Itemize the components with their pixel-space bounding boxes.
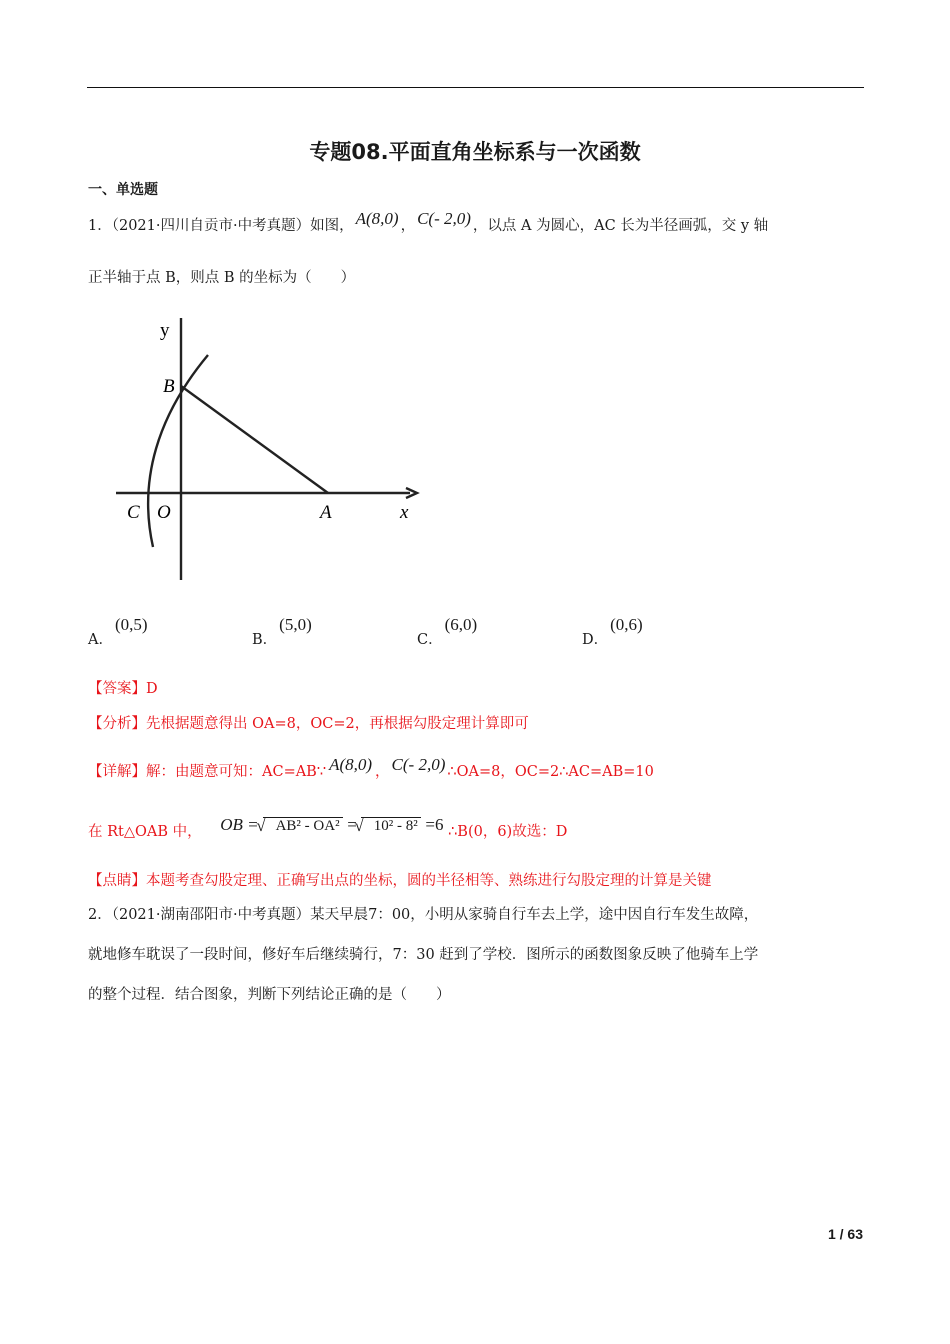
formula-root1-text: AB² - OA² <box>275 818 340 834</box>
label-a: A <box>320 502 332 523</box>
formula-root1: √ AB² - OA² <box>263 817 342 834</box>
section-heading: 一、单选题 <box>88 182 158 198</box>
option-b-letter: B． <box>252 632 278 648</box>
header-rule <box>87 87 864 88</box>
detail-text-a: 解：由题意可知：AC=AB∵ <box>146 764 327 780</box>
q1-source: （2021·四川自贡市·中考真题）如图， <box>111 218 354 234</box>
formula-result: =6 <box>425 815 444 834</box>
answer-value: D <box>146 681 158 697</box>
rt-line <box>88 815 568 841</box>
q1-rest: ，以点 A 为圆心，AC 长为半径画弧，交 y 轴 <box>472 218 769 234</box>
answer-line <box>88 677 158 698</box>
detail-comma: ， <box>375 764 390 780</box>
q1-point-c: C(- 2,0) <box>417 209 471 228</box>
option-c-letter: C． <box>417 632 443 648</box>
detail-tag: 【详解】 <box>88 764 146 780</box>
option-a-value: (0,5) <box>114 615 148 634</box>
comment-line <box>88 869 712 890</box>
formula-ob: OB = <box>220 815 259 834</box>
comment-tag: 【点睛】 <box>88 873 146 889</box>
formula-root2-text: 10² - 8² <box>373 818 418 834</box>
q1-point-a: A(8,0) <box>355 209 399 228</box>
page-title: 专题08.平面直角坐标系与一次函数 <box>309 140 641 164</box>
option-a[interactable] <box>88 614 148 648</box>
rt-suffix: ∴B(0，6)故选：D <box>448 824 568 840</box>
option-c-value: (6,0) <box>444 615 478 634</box>
option-d-value: (0,6) <box>610 615 643 634</box>
option-c[interactable] <box>417 614 478 648</box>
answer-tag: 【答案】 <box>88 681 146 697</box>
q1-line1 <box>88 209 769 235</box>
option-a-letter: A． <box>88 632 113 648</box>
analysis-text: 先根据题意得出 OA=8，OC=2，再根据勾股定理计算即可 <box>146 716 529 732</box>
option-d-letter: D． <box>582 632 609 648</box>
q1-figure <box>100 310 430 590</box>
label-b: B <box>163 376 175 397</box>
detail-point-a: A(8,0) <box>329 755 373 774</box>
detail-point-c: C(- 2,0) <box>391 755 446 774</box>
formula-eq: = <box>347 815 357 834</box>
q2-line2: 就地修车耽误了一段时间，修好车后继续骑行，7：30 赶到了学校．图所示的函数图象反映了他骑车上学 <box>88 947 759 963</box>
q1-line2: 正半轴于点 B，则点 B 的坐标为（ ） <box>88 270 356 286</box>
segment-ab <box>181 386 328 493</box>
label-c: C <box>127 502 140 523</box>
option-d[interactable] <box>582 614 643 648</box>
option-b-value: (5,0) <box>279 615 312 634</box>
comment-text: 本题考查勾股定理、正确写出点的坐标，圆的半径相等、熟练进行勾股定理的计算是关键 <box>146 873 712 889</box>
rt-prefix: 在 Rt△OAB 中， <box>88 824 202 840</box>
page-number: 1 / 63 <box>827 1226 863 1242</box>
y-axis-label: y <box>160 320 170 341</box>
q2-line3: 的整个过程．结合图象，判断下列结论正确的是（ ） <box>88 987 451 1003</box>
option-b[interactable] <box>252 614 312 648</box>
label-o: O <box>157 502 171 523</box>
q2-line1: 2．（2021·湖南邵阳市·中考真题）某天早晨7：00，小明从家骑自行车去上学，途中因自行车发生故障， <box>88 907 759 923</box>
x-axis-label: x <box>400 502 409 523</box>
analysis-line <box>88 712 529 733</box>
q1-number: 1． <box>88 218 112 234</box>
formula-root2: √ 10² - 8² <box>361 817 420 834</box>
q1-comma: ， <box>400 218 416 234</box>
detail-text-b: ∴OA=8，OC=2∴AC=AB=10 <box>447 764 654 780</box>
detail-line <box>88 755 654 781</box>
analysis-tag: 【分析】 <box>88 716 146 732</box>
